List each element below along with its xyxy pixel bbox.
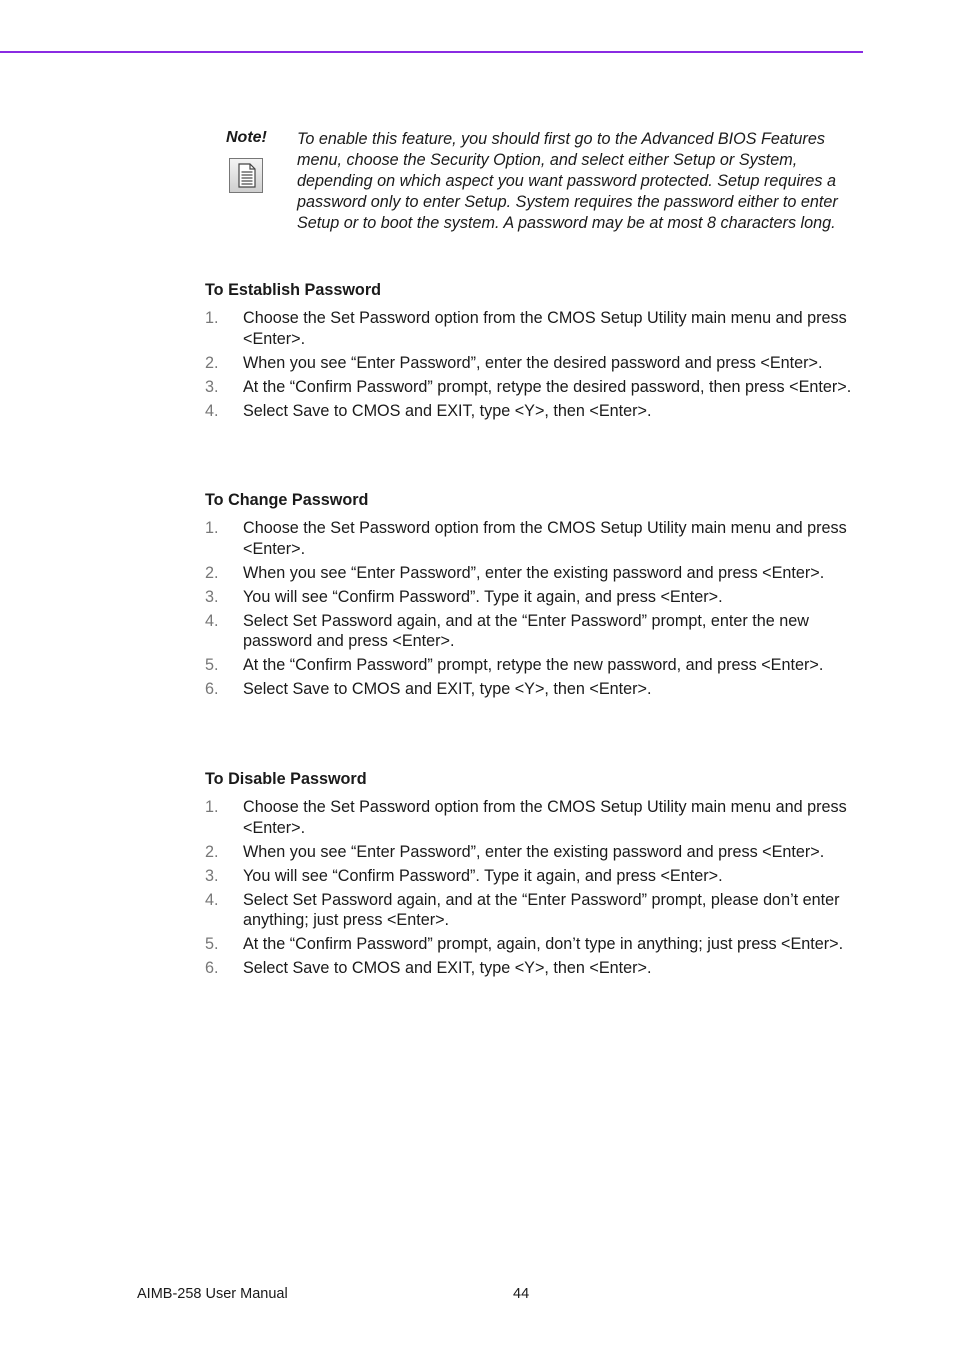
list-item <box>205 842 863 863</box>
item-number: 4. <box>205 401 219 420</box>
item-number: 1. <box>205 798 219 816</box>
item-text: Select Save to CMOS and EXIT, type <Y>, then <Enter>. <box>243 959 652 977</box>
steps-list <box>205 797 863 979</box>
section-disable-password <box>205 769 863 982</box>
item-number: 5. <box>205 656 219 674</box>
note-text: To enable this feature, you should first go to the Advanced BIOS Features menu, choose the Security Option, and select either Setup or System, depending on which aspect you want password protected. Setup requires a password only to enter Setup. System requires the password either to enter Setup or to boot the system. A password may be at most 8 characters long. <box>297 130 838 232</box>
list-item <box>205 308 863 349</box>
item-number: 3. <box>205 587 219 606</box>
list-item <box>205 655 863 676</box>
document-icon <box>229 158 263 193</box>
list-item <box>205 934 863 955</box>
item-text: When you see “Enter Password”, enter the existing password and press <Enter>. <box>243 563 825 582</box>
section-heading: To Disable Password <box>205 770 367 788</box>
item-number: 6. <box>205 680 219 698</box>
item-text: Select Save to CMOS and EXIT, type <Y>, then <Enter>. <box>243 401 652 420</box>
steps-list <box>205 308 863 421</box>
list-item <box>205 401 863 422</box>
item-number: 2. <box>205 842 219 861</box>
item-number: 2. <box>205 563 219 582</box>
item-number: 5. <box>205 935 219 953</box>
steps-list <box>205 518 863 700</box>
item-text: Select Save to CMOS and EXIT, type <Y>, then <Enter>. <box>243 680 652 698</box>
list-item <box>205 377 863 398</box>
item-number: 6. <box>205 959 219 977</box>
section-change-password <box>205 490 863 703</box>
item-number: 4. <box>205 611 219 630</box>
section-establish-password <box>205 280 863 425</box>
item-text: You will see “Confirm Password”. Type it again, and press <Enter>. <box>243 866 723 885</box>
item-text: When you see “Enter Password”, enter the existing password and press <Enter>. <box>243 842 825 861</box>
item-text: At the “Confirm Password” prompt, again, don’t type in anything; just press <Enter>. <box>243 935 844 953</box>
list-item <box>205 563 863 584</box>
list-item <box>205 679 863 700</box>
item-text: When you see “Enter Password”, enter the desired password and press <Enter>. <box>243 353 823 372</box>
list-item <box>205 890 863 931</box>
item-text: You will see “Confirm Password”. Type it again, and press <Enter>. <box>243 587 723 606</box>
list-item <box>205 518 863 559</box>
list-item <box>205 958 863 979</box>
item-number: 2. <box>205 353 219 372</box>
footer-manual-title: AIMB-258 User Manual <box>137 1286 288 1302</box>
section-heading: To Establish Password <box>205 281 382 299</box>
item-text: Choose the Set Password option from the CMOS Setup Utility main menu and press <Enter>. <box>243 798 847 837</box>
item-number: 3. <box>205 377 219 396</box>
list-item <box>205 587 863 608</box>
item-number: 1. <box>205 519 219 537</box>
list-item <box>205 866 863 887</box>
item-number: 4. <box>205 890 219 909</box>
list-item <box>205 611 863 652</box>
list-item <box>205 797 863 838</box>
item-text: At the “Confirm Password” prompt, retype the new password, and press <Enter>. <box>243 656 824 674</box>
section-heading: To Change Password <box>205 491 369 509</box>
item-text: Choose the Set Password option from the CMOS Setup Utility main menu and press <Enter>. <box>243 309 847 348</box>
item-text: Select Set Password again, and at the “Enter Password” prompt, enter the new password and press <Enter>. <box>243 611 809 650</box>
item-text: At the “Confirm Password” prompt, retype the desired password, then press <Enter>. <box>243 377 852 396</box>
note-label: Note! <box>226 129 267 146</box>
item-text: Select Set Password again, and at the “Enter Password” prompt, please don’t enter anything; just press <Enter>. <box>243 890 840 929</box>
footer-page-number: 44 <box>513 1286 530 1302</box>
header-rule <box>0 51 863 53</box>
item-number: 3. <box>205 866 219 885</box>
item-text: Choose the Set Password option from the CMOS Setup Utility main menu and press <Enter>. <box>243 519 847 558</box>
item-number: 1. <box>205 309 219 327</box>
list-item <box>205 353 863 374</box>
